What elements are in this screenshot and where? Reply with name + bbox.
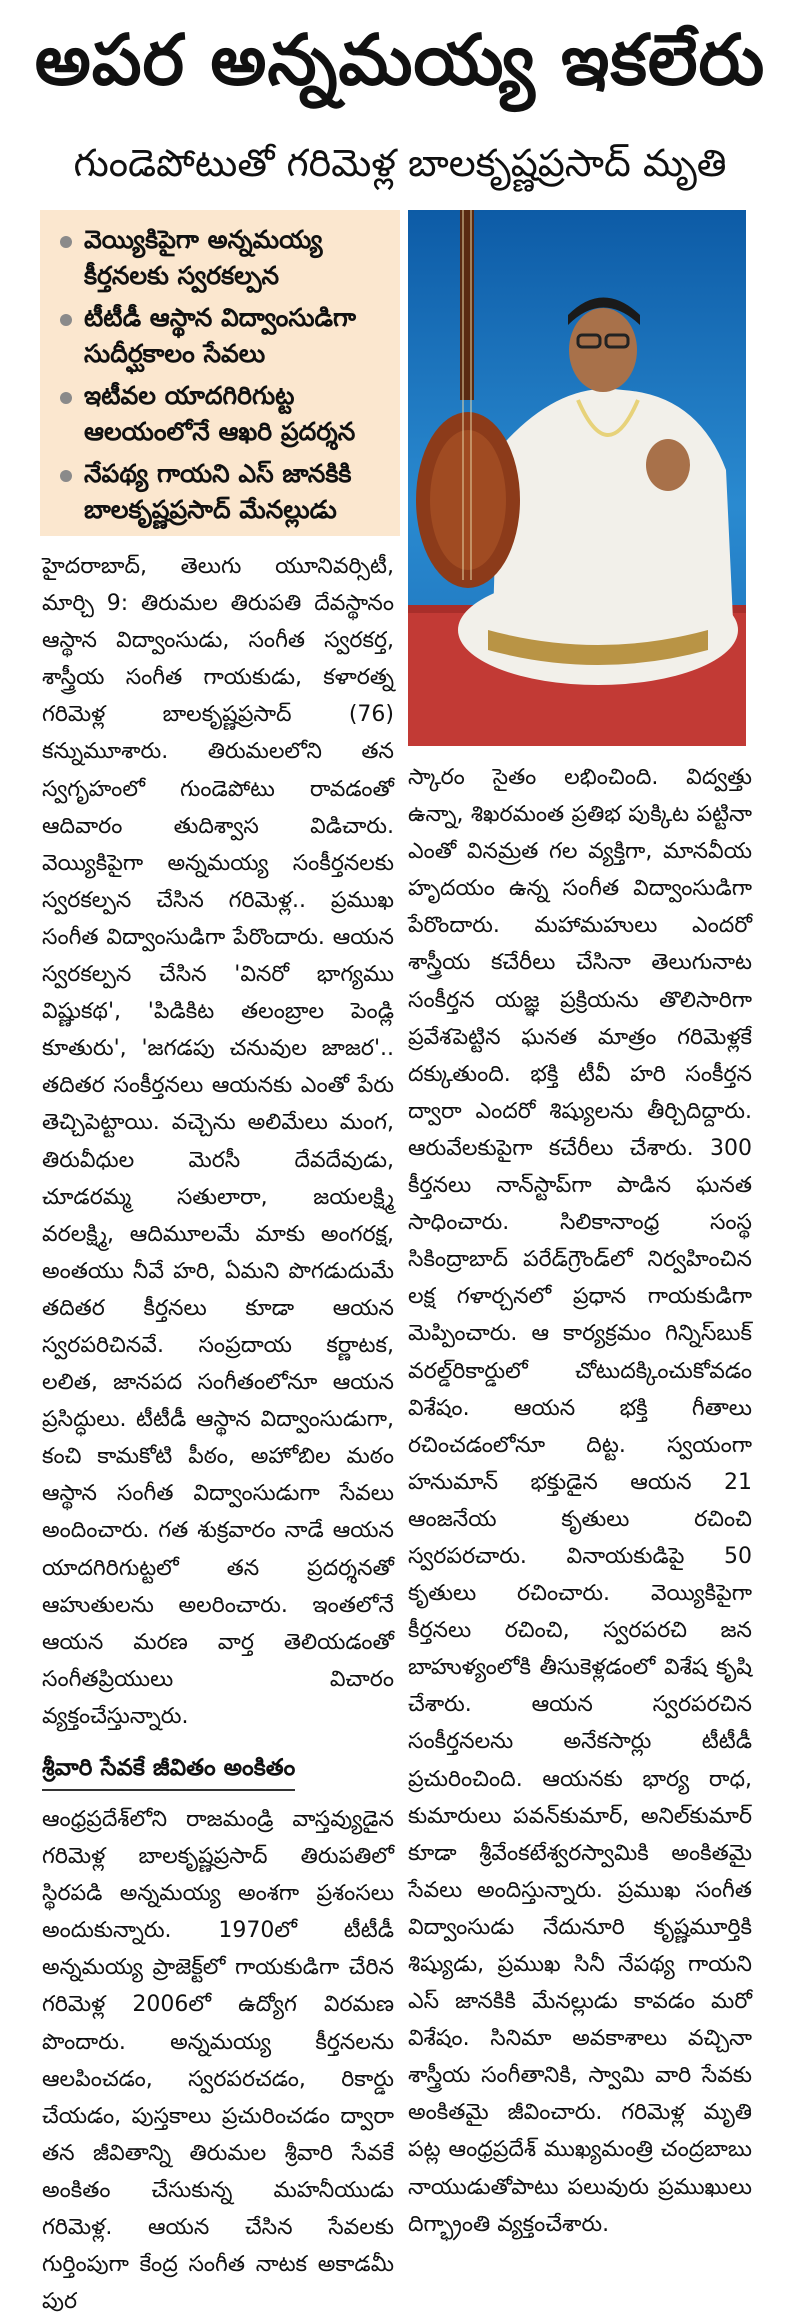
bullet-icon xyxy=(60,392,72,404)
highlight-text: ఇటీవల యాదగిరిగుట్ట ఆలయంలోనే ఆఖరి ప్రదర్శన xyxy=(84,381,356,446)
highlight-text: వెయ్యికిపైగా అన్నమయ్య కీర్తనలకు స్వరకల్పన xyxy=(84,225,323,290)
tanpura-face xyxy=(430,430,506,570)
section-heading-text: శ్రీవారి సేవకే జీవితం అంకితం xyxy=(42,1749,295,1787)
body-paragraph: హైదరాబాద్, తెలుగు యూనివర్సిటీ, మార్చి 9: తిరుమల తిరుపతి దేవస్థానం ఆస్థాన విద్వాంసుడు, సంగీత స్వరకర్త, శాస్త్రీయ సంగీత గాయకుడు, కళారత్న గరిమెళ్ల బాలకృష్ణప్రసాద్ (76) కన్నుమూశారు. తిరుమలలోని తన స్వగృహంలో గుండెపోటు రావడంతో ఆదివారం తుదిశ్వాస విడిచారు. వెయ్యికిపైగా అన్నమయ్య సంకీర్తనలకు స్వరకల్పన చేసిన గరిమెళ్ల.. ప్రముఖ సంగీత విద్వాంసుడిగా పేరొందారు. ఆయన స్వరకల్పన చేసిన 'వినరో భాగ్యము విష్ణుకథ', 'పిడికిట తలంబ్రాల పెండ్లి కూతురు', 'జగడపు చనువుల జాజర'.. తదితర సంకీర్తనలు ఆయనకు ఎంతో పేరు తెచ్చిపెట్టాయి. వచ్చెను అలిమేలు మంగ, తిరువీధుల మెరసీ దేవదేవుడు, చూడరమ్మ సతులారా, జయలక్ష్మి వరలక్ష్మి, ఆదిమూలమే మాకు అంగరక్ష, అంతయు నీవే హరి, ఏమని పొగడుదుమే తదితర కీర్తనలు కూడా ఆయన స్వరపరిచినవే. సంప్రదాయ కర్ణాటక, లలిత, జానపద సంగీతంలోనూ ఆయన ప్రసిద్ధులు. టీటీడీ ఆస్థాన విద్వాంసుడుగా, కంచి కామకోటి పీఠం, అహోబిల మఠం ఆస్థాన సంగీత విద్వాంసుడుగా సేవలు అందించారు. గత శుక్రవారం నాడే ఆయన యాదగిరిగుట్టలో తన ప్రదర్శనతో ఆహుతులను అలరించారు. ఇంతలోనే ఆయన మరణ వార్త తెలియడంతో సంగీతప్రియులు విచారం వ్యక్తంచేస్తున్నారు. xyxy=(42,554,394,1729)
body-paragraph: స్కారం సైతం లభించింది. విద్వత్తు ఉన్నా, శిఖరమంత ప్రతిభ పుక్కిట పట్టినా ఎంతో వినమ్రత గల వ్యక్తిగా, మానవీయ హృదయం ఉన్న సంగీత విద్వాంసుడిగా పేరొందారు. మహామహులు ఎందరో శాస్త్రీయ కచేరీలు చేసినా తెలుగునాట సంకీర్తన యజ్ఞ ప్రక్రియను తొలిసారిగా ప్రవేశపెట్టిన ఘనత మాత్రం గరిమెళ్లకే దక్కుతుంది. భక్తి టీవీ హరి సంకీర్తన ద్వారా ఎందరో శిష్యులను తీర్చిదిద్దారు. ఆరువేలకుపైగా కచేరీలు చేశారు. 300 కీర్తనలు నాన్‌స్టాప్‌గా పాడిన ఘనత సాధించారు. సిలికానాంధ్ర సంస్థ సికింద్రాబాద్ పరేడ్‌గ్రౌండ్‌లో నిర్వహించిన లక్ష గళార్చనలో ప్రధాన గాయకుడిగా మెప్పించారు. ఆ కార్యక్రమం గిన్నిస్‌బుక్ వరల్డ్‌రికార్డులో చోటుదక్కించుకోవడం విశేషం. ఆయన భక్తి గీతాలు రచించడంలోనూ దిట్ట. స్వయంగా హనుమాన్ భక్తుడైన ఆయన 21 ఆంజనేయ కృతులు రచించి స్వరపరచారు. వినాయకుడిపై 50 కృతులు రచించారు. వెయ్యికిపైగా కీర్తనలు రచించి, స్వరపరచి జన బాహుళ్యంలోకి తీసుకెళ్లడంలో విశేష కృషి చేశారు. ఆయన స్వరపరచిన సంకీర్తనలను అనేకసార్లు టీటీడీ ప్రచురించింది. ఆయనకు భార్య రాధ, కుమారులు పవన్‌కుమార్, అనిల్‌కుమార్ కూడా శ్రీవేంకటేశ్వరస్వామికి అంకితమై సేవలు అందిస్తున్నారు. ప్రముఖ సంగీత విద్వాంసుడు నేదునూరి కృష్ణమూర్తికి శిష్యుడు, ప్రముఖ సినీ నేపథ్య గాయని ఎస్ జానకికి మేనల్లుడు కావడం మరో విశేషం. సినిమా అవకాశాలు వచ్చినా శాస్త్రీయ సంగీతానికి, స్వామి వారి సేవకు అంకితమై జీవించారు. గరిమెళ్ల మృతి పట్ల ఆంధ్రప్రదేశ్ ముఖ్యమంత్రి చంద్రబాబు నాయుడుతోపాటు పలువురు ప్రముఖులు దిగ్భ్రాంతి వ్యక్తంచేశారు. xyxy=(408,765,752,2237)
section-heading xyxy=(42,1749,394,1787)
body-column-left xyxy=(42,548,394,2320)
tanpura-neck xyxy=(460,210,474,400)
body-paragraph: ఆంధ్రప్రదేశ్‌లోని రాజమండ్రి వాస్తవ్యుడైన గరిమెళ్ల బాలకృష్ణప్రసాద్ తిరుపతిలో స్థిరపడి అన్నమయ్య అంశగా ప్రశంసలు అందుకున్నారు. 1970లో టీటీడీ అన్నమయ్య ప్రాజెక్ట్‌లో గాయకుడిగా చేరిన గరిమెళ్ల 2006లో ఉద్యోగ విరమణ పొందారు. అన్నమయ్య కీర్తనలను ఆలపించడం, స్వరపరచడం, రికార్డు చేయడం, పుస్తకాలు ప్రచురించడం ద్వారా తన జీవితాన్ని తిరుమల శ్రీవారి సేవకే అంకితం చేసుకున్న మహనీయుడు గరిమెళ్ల. ఆయన చేసిన సేవలకు గుర్తింపుగా కేంద్ర సంగీత నాటక అకాడమీ పుర xyxy=(42,1807,394,2315)
face xyxy=(569,308,637,392)
musician-photo xyxy=(408,210,746,746)
highlight-item xyxy=(60,456,392,528)
headline: అపర అన్నమయ్య ఇకలేరు xyxy=(34,19,766,101)
musician-illustration xyxy=(408,210,746,746)
bullet-icon xyxy=(60,236,72,248)
highlight-item xyxy=(60,378,392,450)
body-column-right xyxy=(408,759,752,2243)
highlight-text: టీటీడీ ఆస్థాన విద్వాంసుడిగా సుదీర్ఘకాలం సేవలు xyxy=(84,303,357,368)
kurta xyxy=(493,389,733,620)
bullet-icon xyxy=(60,314,72,326)
highlight-item xyxy=(60,300,392,372)
bullet-icon xyxy=(60,470,72,482)
raised-hand xyxy=(646,439,690,491)
subheadline: గుండెపోటుతో గరిమెళ్ల బాలకృష్ణప్రసాద్ మృతి xyxy=(73,141,727,185)
highlights-box xyxy=(40,210,400,536)
highlight-item xyxy=(60,222,392,294)
highlight-text: నేపథ్య గాయని ఎస్ జానకికి బాలకృష్ణప్రసాద్ మేనల్లుడు xyxy=(84,459,352,524)
